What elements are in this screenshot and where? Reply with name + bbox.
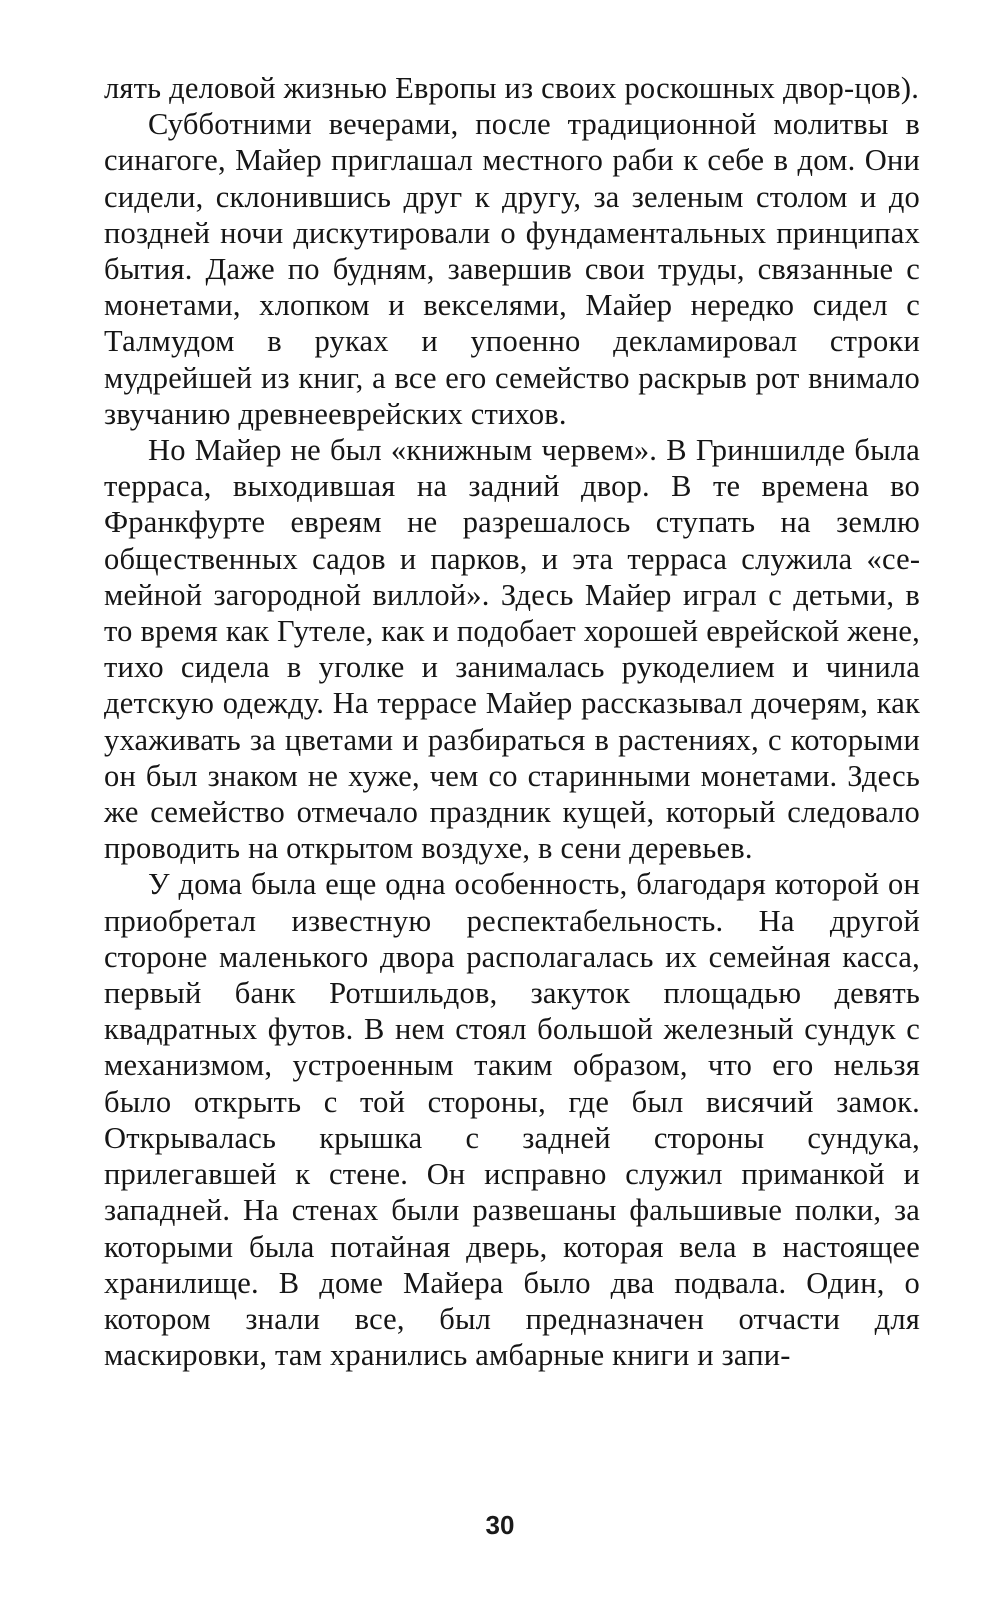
paragraph-terrace: Но Майер не был «книжным червем». В Гриншилде была терраса, выходившая на задний двор. В те времена во Франкфурте евреям не разрешалось ступать на землю общественных садов и парков, и эта терраса служила «семейной загородной виллой». Здесь Майер играл с детьми, в то время как Гутеле, как и подобает хорошей еврейской жене, тихо сидела в уголке и занималась рукоделием и чинила детскую одежду. На террасе Майер рассказывал дочерям, как ухаживать за цветами и разбираться в растениях, с которыми он был знаком не хуже, чем со старинными монетами. Здесь же семейство отмечало праздник кущей, который следовало проводить на открытом воздухе, в сени деревьев. xyxy=(104,433,920,866)
page-body-text xyxy=(104,70,920,1373)
page-number: 30 xyxy=(485,1510,515,1540)
paragraph-saturday-evenings: Субботними вечерами, после традиционной молитвы в синагоге, Майер приглашал местного раби к себе в дом. Они сидели, склонившись друг к другу, за зеленым столом и до поздней ночи дискутировали о фундаментальных принципах бытия. Даже по будням, завершив свои труды, связанные с монетами, хлопком и векселями, Майер нередко сидел с Талмудом в руках и упоенно декламировал строки мудрейшей из книг, а все его семейство раскрыв рот внимало звучанию древнееврейских стихов. xyxy=(104,107,920,431)
paragraph-continuation: лять деловой жизнью Европы из своих роскошных двор-цов). xyxy=(104,71,920,105)
paragraph-house-feature: У дома была еще одна особенность, благодаря которой он приобретал известную респектабельность. На другой стороне маленького двора располагалась их семейная касса, первый банк Ротшильдов, закуток площадью девять квадратных футов. В нем стоял большой железный сундук с механизмом, устроенным таким образом, что его нельзя было открыть с той стороны, где был висячий замок. Открывалась крышка с задней стороны сундука, прилегавшей к стене. Он исправно служил приманкой и западней. На стенах были развешаны фальшивые полки, за которыми была потайная дверь, которая вела в настоящее хранилище. В доме Майера было два подвала. Один, о котором знали все, был предназначен отчасти для маскировки, там хранились амбарные книги и запи- xyxy=(104,867,920,1373)
